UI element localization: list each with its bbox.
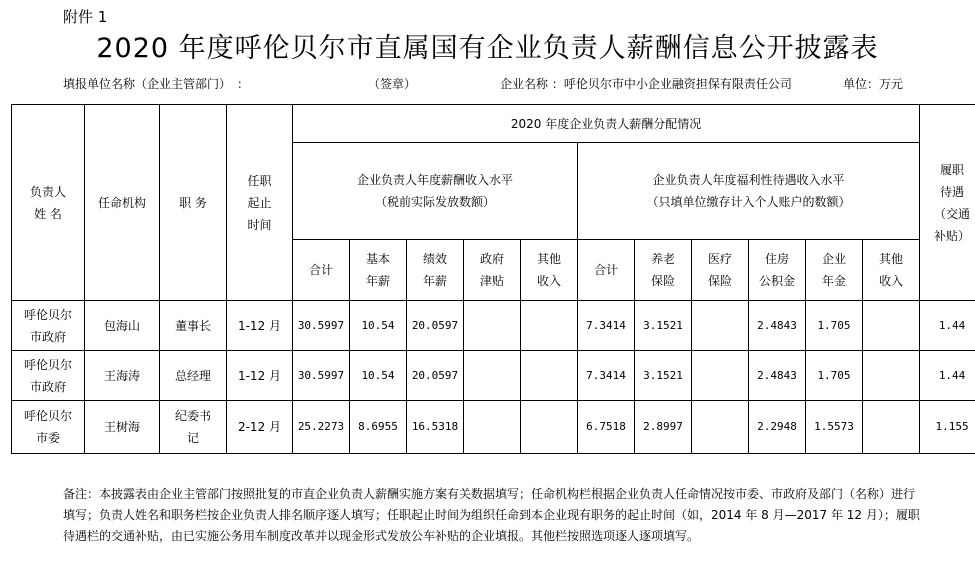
table-row [12, 351, 975, 401]
cell-welfare-value: 1.705 [806, 301, 863, 351]
header-col-line: 津贴 [479, 274, 504, 288]
header-term-line: 时间 [247, 217, 272, 232]
cell-salary-value: 20.0597 [407, 351, 464, 401]
cell-term: 2-12 月 [227, 401, 293, 454]
header-name [12, 105, 85, 301]
cell-term: 1-12 月 [227, 301, 293, 351]
cell-name [12, 301, 85, 351]
header-col-line: 收入 [536, 274, 561, 288]
header-col-line: 医疗 [707, 252, 732, 266]
cell-position [160, 301, 227, 351]
cell-welfare-value [692, 301, 749, 351]
cell-salary-value [464, 351, 521, 401]
cell-welfare-value: 1.705 [806, 351, 863, 401]
cell-welfare-value [692, 401, 749, 454]
header-col-line: 保险 [650, 274, 675, 288]
cell-welfare-value [692, 351, 749, 401]
cell-agency: 王海涛 [85, 351, 160, 401]
header-perf-line: （交通 [934, 206, 971, 221]
header-salary-col [407, 240, 464, 301]
header-welfare-col [806, 240, 863, 301]
cell-salary-value [521, 401, 578, 454]
cell-name-line: 呼伦贝尔 [23, 357, 72, 372]
cell-term: 1-12 月 [227, 351, 293, 401]
header-col-line: 合计 [593, 263, 618, 277]
cell-welfare-value: 7.3414 [578, 301, 635, 351]
cell-salary-value [464, 401, 521, 454]
header-salary-line: 企业负责人年度薪酬收入水平 [356, 173, 513, 187]
cell-welfare-value: 2.8997 [635, 401, 692, 454]
header-col-line: 绩效 [422, 252, 447, 266]
cell-name-line: 市委 [35, 431, 60, 445]
cell-welfare-value [863, 351, 920, 401]
header-salary-col [521, 240, 578, 301]
header-col-line: 收入 [879, 274, 904, 288]
cell-welfare-value: 6.7518 [578, 401, 635, 454]
header-welfare-col [749, 240, 806, 301]
data-rows [12, 301, 975, 454]
cell-position-line: 董事长 [174, 318, 211, 333]
table-row [12, 301, 975, 351]
cell-welfare-value [863, 401, 920, 454]
cell-salary-value: 10.54 [350, 301, 407, 351]
cell-perf-duty: 1.44 [920, 351, 975, 401]
cell-salary-value: 10.54 [350, 351, 407, 401]
cell-salary-value [464, 301, 521, 351]
seal-label: （签章） [368, 77, 417, 91]
header-term-line: 任职 [247, 173, 272, 188]
cell-welfare-value: 1.5573 [806, 401, 863, 454]
header-name-line: 负责人 [29, 184, 66, 199]
header-col-line: 合计 [308, 263, 333, 277]
header-salary-col [293, 240, 350, 301]
cell-welfare-value: 3.1521 [635, 301, 692, 351]
header-col-line: 保险 [707, 274, 732, 288]
remarks-note: 备注：本披露表由企业主管部门按照批复的市直企业负责人薪酬实施方案有关数据填写；任命机构栏根据企业负责人任命情况按市委、市政府及部门（名称）进行填写；负责人姓名和职务栏按企业负责人排名顺序逐人填写；任职起止时间为组织任命到本企业现有职务的起止时间（如，2014 年 8 月—2017 年 12 月）；履职待遇栏的交通补贴，由已实施公务用车制度改革并以现金形式发放公车补贴的企业填报。其他栏按照选项逐人逐项填写。 [63, 487, 920, 543]
header-welfare-line: （只填单位缴存计入个人账户的数额） [646, 195, 851, 209]
company-name-label: 企业名称 ：呼伦贝尔市中小企业融资担保有限责任公司 [500, 77, 792, 91]
cell-name [12, 401, 85, 454]
header-perf-line: 履职 [940, 162, 965, 177]
cell-welfare-value: 2.2948 [749, 401, 806, 454]
cell-welfare-value [863, 301, 920, 351]
header-col-line: 年薪 [365, 274, 390, 288]
header-perf-duty [920, 105, 975, 301]
header-salary-group [293, 143, 578, 240]
header-agency: 任命机构 [85, 105, 160, 301]
cell-agency: 王树海 [85, 401, 160, 454]
cell-welfare-value: 3.1521 [635, 351, 692, 401]
cell-name-line: 市政府 [29, 329, 66, 344]
header-col-line: 年薪 [422, 274, 447, 288]
header-salary-line: （税前实际发放数额） [374, 195, 495, 209]
cell-name-line: 市政府 [29, 379, 66, 394]
cell-salary-value: 8.6955 [350, 401, 407, 454]
header-perf-line: 待遇 [940, 184, 965, 199]
header-welfare-group [578, 143, 920, 240]
cell-salary-value: 30.5997 [293, 351, 350, 401]
header-col-line: 基本 [365, 252, 390, 266]
cell-welfare-value: 7.3414 [578, 351, 635, 401]
header-col-line: 养老 [650, 252, 675, 266]
header-col-line: 其他 [879, 252, 904, 266]
header-welfare-col [863, 240, 920, 301]
header-name-line: 姓 名 [34, 206, 62, 221]
cell-salary-value: 16.5318 [407, 401, 464, 454]
cell-salary-value [521, 351, 578, 401]
header-salary-col [464, 240, 521, 301]
cell-perf-duty: 1.155 [920, 401, 975, 454]
salary-disclosure-table [11, 104, 975, 454]
cell-name-line: 呼伦贝尔 [23, 409, 72, 423]
cell-name [12, 351, 85, 401]
unit-label: 单位：万元 [843, 77, 904, 91]
attachment-label: 附件 1 [63, 8, 108, 26]
header-welfare-col [635, 240, 692, 301]
header-welfare-line: 企业负责人年度福利性待遇收入水平 [652, 173, 845, 187]
table-row [12, 401, 975, 454]
header-position: 职 务 [160, 105, 227, 301]
header-perf-line: 补贴） [934, 228, 971, 243]
cell-position-line: 总经理 [174, 368, 211, 383]
header-col-line: 政府 [479, 252, 504, 266]
header-col-line: 年金 [821, 274, 846, 288]
cell-salary-value: 20.0597 [407, 301, 464, 351]
header-distribution-group: 2020 年度企业负责人薪酬分配情况 [293, 105, 920, 143]
cell-name-line: 呼伦贝尔 [23, 307, 72, 322]
header-col-line: 住房 [764, 252, 789, 266]
cell-perf-duty: 1.44 [920, 301, 975, 351]
cell-salary-value: 25.2273 [293, 401, 350, 454]
cell-position-line: 纪委书 [174, 409, 211, 423]
header-salary-col [350, 240, 407, 301]
cell-salary-value [521, 301, 578, 351]
header-term [227, 105, 293, 301]
cell-welfare-value: 2.4843 [749, 351, 806, 401]
header-col-line: 企业 [821, 252, 846, 266]
header-col-line: 其他 [536, 252, 561, 266]
document-title: 2020 年度呼伦贝尔市直属国有企业负责人薪酬信息公开披露表 [96, 33, 879, 64]
cell-position-line: 记 [186, 431, 199, 445]
cell-agency: 包海山 [85, 301, 160, 351]
header-welfare-col [692, 240, 749, 301]
cell-salary-value: 30.5997 [293, 301, 350, 351]
header-welfare-col [578, 240, 635, 301]
cell-position [160, 401, 227, 454]
header-term-line: 起止 [247, 195, 272, 210]
cell-welfare-value: 2.4843 [749, 301, 806, 351]
header-col-line: 公积金 [758, 274, 795, 288]
fill-unit-label: 填报单位名称（企业主管部门） ： [63, 77, 250, 91]
cell-position [160, 351, 227, 401]
